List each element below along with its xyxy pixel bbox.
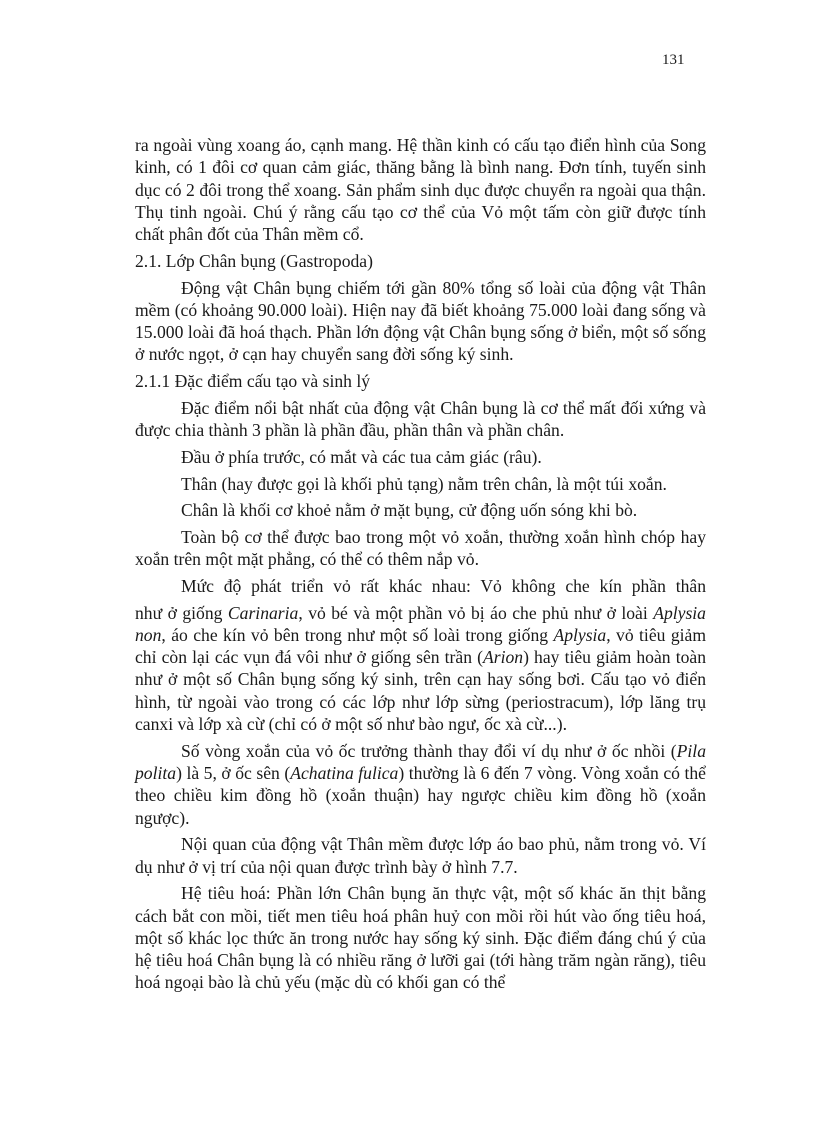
text-run: Thân (hay được gọi là khối phủ tạng) nằm trên chân, là một túi xoắn. (181, 473, 667, 494)
species-name: Carinaria (227, 602, 299, 623)
paragraph (135, 833, 706, 878)
text-run: 2.1. Lớp Chân bụng (Gastropoda) (135, 250, 373, 271)
paragraph (135, 397, 706, 442)
text-run: ) là 5, ở ốc sên ( (176, 763, 291, 784)
text-run: Toàn bộ cơ thể được bao trong một vỏ xoắn, thường xoắn hình chóp hay xoắn trên một mặt phẳng, có thể có thêm nắp vỏ. (135, 526, 706, 570)
species-name: Aplysia (553, 624, 607, 645)
paragraph (135, 446, 706, 468)
text-run: , vỏ tiêu giảm chỉ còn lại các vụn đá vôi như ở giống sên trần ( (135, 624, 707, 668)
text-run: Đầu ở phía trước, có mắt và các tua cảm giác (râu). (181, 446, 542, 467)
species-name: Achatina fulica (290, 763, 399, 784)
section-heading (135, 370, 706, 392)
paragraph (135, 602, 706, 736)
text-run: Số vòng xoắn của vỏ ốc trưởng thành thay đổi ví dụ như ở ốc nhồi ( (181, 740, 677, 761)
species-name: Pila polita (135, 740, 706, 784)
text-run: 2.1.1 Đặc điểm cấu tạo và sinh lý (135, 371, 371, 392)
text-run: Mức độ phát triển vỏ rất khác nhau: Vỏ không che kín phần thân (181, 575, 706, 596)
text-run: Động vật Chân bụng chiếm tới gần 80% tổng số loài của động vật Thân mềm (có khoảng 90.000 loài). Hiện nay đã biết khoảng 75.000 loài đang sống và 15.000 loài đã hoá thạch. Phần lớn động vật Chân bụng sống ở biển, một số sống ở nước ngọt, ở cạn hay chuyển sang đời sống ký sinh. (135, 277, 706, 365)
text-run: Đặc điểm nổi bật nhất của động vật Chân bụng là cơ thể mất đối xứng và được chia thành 3 phần là phần đầu, phần thân và phần chân. (135, 397, 706, 441)
text-run: , áo che kín vỏ bên trong như một số loài trong giống (161, 624, 554, 645)
text-run: Hệ tiêu hoá: Phần lớn Chân bụng ăn thực vật, một số khác ăn thịt bằng cách bắt con mồi, tiết men tiêu hoá phân huỷ con mồi rồi hút vào ống tiêu hoá, một số khác lọc thức ăn trong nước hay sống ký sinh. Đặc điểm đáng chú ý của hệ tiêu hoá Chân bụng là có nhiều răng ở lưỡi gai (tới hàng trăm ngàn răng), tiêu hoá ngoại bào là chủ yếu (mặc dù có khối gan có thể (135, 883, 706, 993)
paragraph (135, 473, 706, 495)
paragraph (135, 277, 706, 366)
species-name: Arion (483, 647, 524, 668)
paragraph (135, 882, 706, 993)
text-run: ra ngoài vùng xoang áo, cạnh mang. Hệ thần kinh có cấu tạo điển hình của Song kinh, có 1 đôi cơ quan cảm giác, thăng bằng là bình nang. Đơn tính, tuyến sinh dục có 2 đôi trong thể xoang. Sản phẩm sinh dục được chuyển ra ngoài qua thận. Thụ tinh ngoài. Chú ý rằng cấu tạo cơ thể của Vỏ một tấm còn giữ được tính chất phân đốt của Thân mềm cổ. (135, 135, 706, 245)
page-number: 131 (662, 52, 685, 68)
paragraph (135, 740, 706, 829)
text-run: Nội quan của động vật Thân mềm được lớp áo bao phủ, nằm trong vỏ. Ví dụ như ở vị trí của nội quan được trình bày ở hình 7.7. (135, 834, 706, 877)
text-run: ) hay tiêu giảm hoàn toàn như ở một số Chân bụng sống ký sinh, trên cạn hay sống bơi. Cấu tạo vỏ điển hình, từ ngoài vào trong có các lớp như lớp sừng (periostracum), lớp lăng trụ canxi và lớp xà cừ (chỉ có ở một số như bào ngư, ốc xà cừ...). (135, 647, 706, 735)
paragraph (135, 526, 706, 571)
text-run: Chân là khối cơ khoẻ nằm ở mặt bụng, cử động uốn sóng khi bò. (181, 500, 638, 521)
body-text (135, 134, 706, 998)
text-run: , vỏ bé và một phần vỏ bị áo che phủ như ở loài (298, 602, 654, 623)
paragraph (135, 499, 706, 521)
section-heading (135, 250, 706, 272)
species-name: Aplysia non (135, 602, 706, 645)
text-run: như ở giống (135, 602, 228, 623)
paragraph (135, 134, 706, 245)
text-run: ) thường là 6 đến 7 vòng. Vòng xoắn có thể theo chiều kim đồng hồ (xoắn thuận) hay ngược chiều kim đồng hồ (xoắn ngược). (135, 763, 706, 828)
paragraph (135, 575, 706, 597)
